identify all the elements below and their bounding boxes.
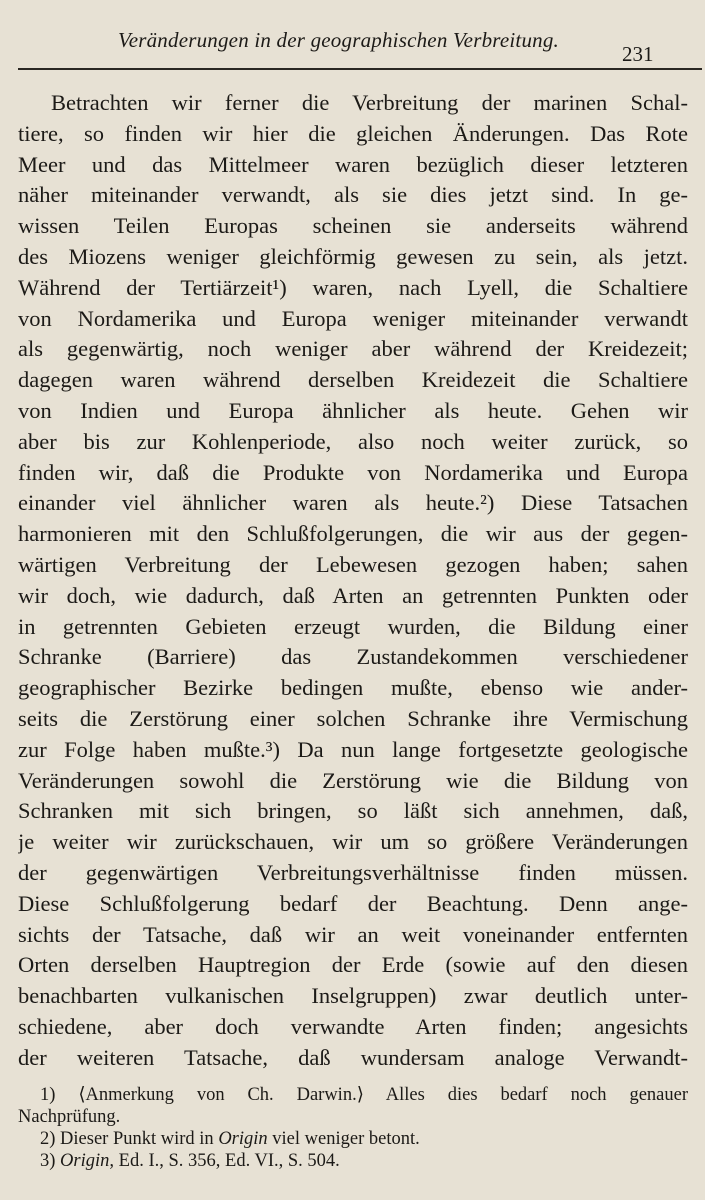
text-line: näher miteinander verwandt, als sie dies jetzt sind. In ge-: [18, 182, 688, 208]
text-line: wissen Teilen Europas scheinen sie anderseits während: [18, 213, 688, 239]
text-line: benachbarten vulkanischen Inselgruppen) zwar deutlich unter-: [18, 983, 688, 1009]
text-line: harmonieren mit den Schlußfolgerungen, die wir aus der gegen-: [18, 521, 688, 547]
footnote-1: [18, 1084, 688, 1106]
text-line: von Nordamerika und Europa weniger miteinander verwandt: [18, 305, 688, 331]
text-line: finden wir, daß die Produkte von Nordamerika und Europa: [18, 459, 688, 485]
text-line: in getrennten Gebieten erzeugt wurden, die Bildung einer: [18, 613, 688, 639]
footnote-italic: Origin,: [60, 1151, 115, 1171]
running-head: Veränderungen in der geographischen Verbreitung.: [118, 28, 560, 52]
text-line: geographischer Bezirke bedingen mußte, ebenso wie ander-: [18, 675, 688, 701]
text-line: aber bis zur Kohlenperiode, also noch weiter zurück, so: [18, 428, 688, 454]
text-line: Orten derselben Hauptregion der Erde (sowie auf den diesen: [18, 952, 688, 978]
page-number: 231: [622, 42, 654, 66]
text-line: wir doch, wie dadurch, daß Arten an getrennten Punkten oder: [18, 582, 688, 608]
text-line: der gegenwärtigen Verbreitungsverhältnisse finden müssen.: [18, 859, 688, 885]
text-line: seits die Zerstörung einer solchen Schranke ihre Vermischung: [18, 705, 688, 731]
text-line: einander viel ähnlicher waren als heute.²) Diese Tatsachen: [18, 490, 688, 516]
text-line: des Miozens weniger gleichförmig gewesen zu sein, als jetzt.: [18, 243, 688, 269]
text-line: sichts der Tatsache, daß wir an weit voneinander entfernten: [18, 921, 688, 947]
footnote-italic: Origin: [218, 1129, 268, 1149]
footnotes: [18, 1084, 688, 1172]
footnote-text: viel weniger betont.: [272, 1129, 420, 1149]
footnote-3: [18, 1150, 688, 1172]
text-line: dagegen waren während derselben Kreidezeit die Schaltiere: [18, 367, 688, 393]
text-line: wärtigen Verbreitung der Lebewesen gezogen haben; sahen: [18, 551, 688, 577]
footnote-text: ⟨Anmerkung von Ch. Darwin.⟩ Alles dies bedarf noch genauer: [78, 1085, 688, 1105]
text-line: der weiteren Tatsache, daß wundersam analoge Verwandt-: [18, 1044, 688, 1070]
footnote-text: Ed. I., S. 356, Ed. VI., S. 504.: [118, 1151, 340, 1171]
text-line: Betrachten wir ferner die Verbreitung der marinen Schal-: [51, 90, 688, 115]
text-line: als gegenwärtig, noch weniger aber während der Kreidezeit;: [18, 336, 688, 362]
footnote-number: 1): [40, 1085, 56, 1105]
header-rule: [18, 68, 702, 70]
body-text: [18, 88, 688, 1074]
text-line: von Indien und Europa ähnlicher als heute. Gehen wir: [18, 397, 688, 423]
footnote-number: 2): [40, 1129, 56, 1149]
text-line: Diese Schlußfolgerung bedarf der Beachtung. Denn ange-: [18, 890, 688, 916]
text-line: Schranke (Barriere) das Zustandekommen verschiedener: [18, 644, 688, 670]
footnote-1-continuation: Nachprüfung.: [18, 1107, 121, 1127]
text-line: Während der Tertiärzeit¹) waren, nach Lyell, die Schaltiere: [18, 274, 688, 300]
footnote-text: Dieser Punkt wird in: [60, 1129, 214, 1149]
footnote-2: [18, 1128, 688, 1150]
text-line: Meer und das Mittelmeer waren bezüglich dieser letzteren: [18, 151, 688, 177]
text-line: tiere, so finden wir hier die gleichen Änderungen. Das Rote: [18, 120, 688, 146]
text-line: zur Folge haben mußte.³) Da nun lange fortgesetzte geologische: [18, 736, 688, 762]
page-header: [0, 0, 705, 70]
text-line: Veränderungen sowohl die Zerstörung wie die Bildung von: [18, 767, 688, 793]
text-line: je weiter wir zurückschauen, wir um so größere Veränderungen: [18, 829, 688, 855]
footnote-number: 3): [40, 1151, 56, 1171]
text-line: Schranken mit sich bringen, so läßt sich annehmen, daß,: [18, 798, 688, 824]
text-line: schiedene, aber doch verwandte Arten finden; angesichts: [18, 1013, 688, 1039]
